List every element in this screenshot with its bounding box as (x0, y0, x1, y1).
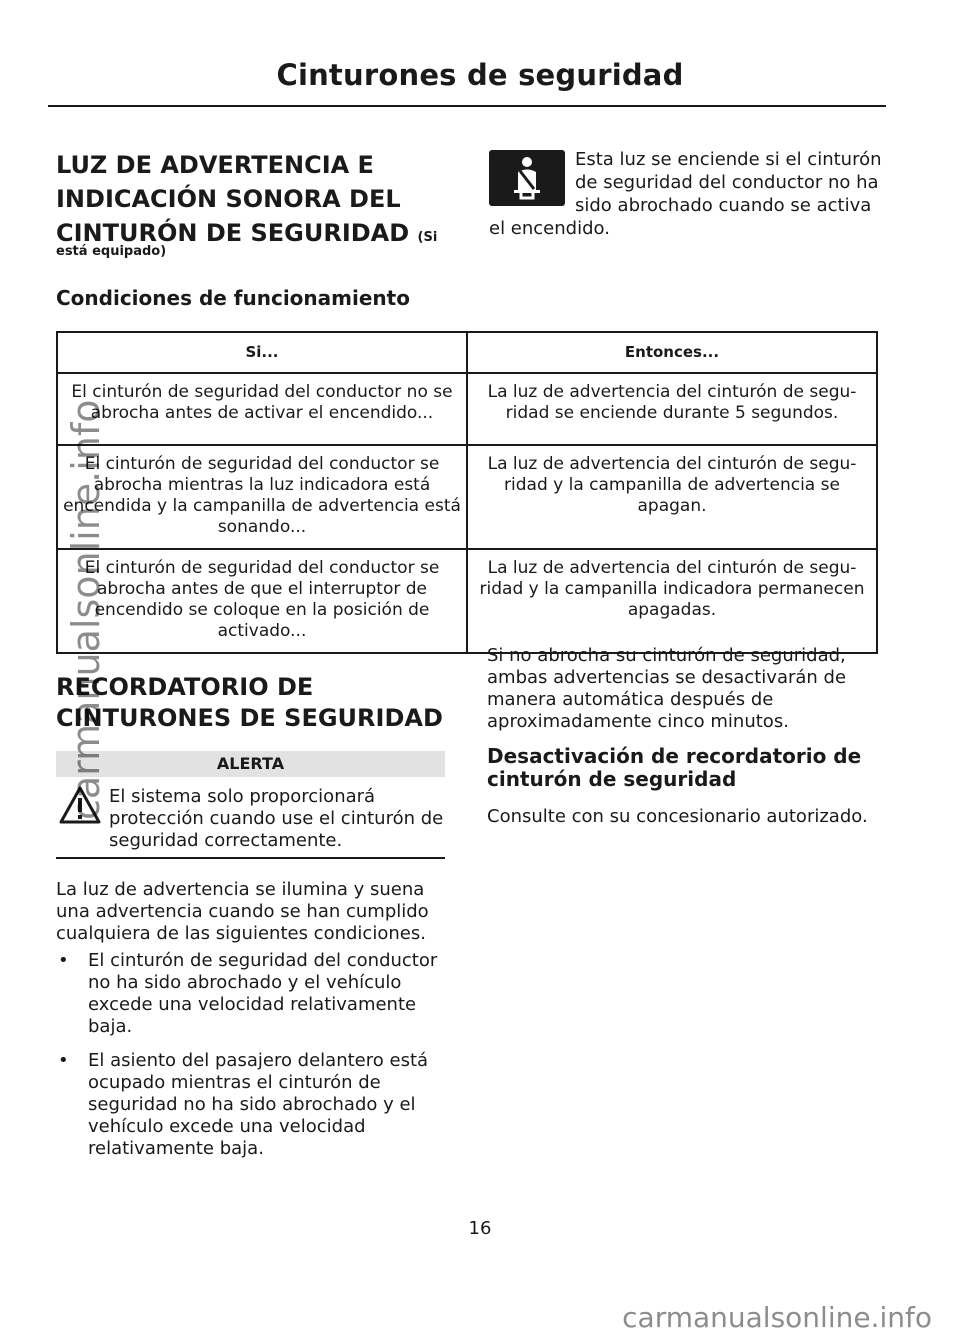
heading-line: LUZ DE ADVERTENCIA E (56, 151, 374, 179)
table-row (57, 373, 877, 445)
heading-line: INDICACIÓN SONORA DEL (56, 185, 401, 213)
table-row (57, 549, 877, 653)
deactivation-text: Consulte con su concesionario autorizado. (487, 806, 868, 827)
page-header-title: Cinturones de seguridad (276, 58, 684, 92)
list-item: • El asiento del pasajero delantero está ocupado mientras el cinturón de seguridad no ha sido abrochado y el vehículo excede una velocidad relativamente baja. (58, 1050, 429, 1159)
heading-line: CINTURONES DE SEGURIDAD (56, 704, 443, 732)
table-cell: El cinturón de seguridad del conductor se abrocha antes de que el interruptor de encendido se coloque en la posición de activado... (57, 549, 467, 653)
section-heading-warning-light (56, 148, 456, 255)
heading-line: RECORDATORIO DE (56, 673, 314, 701)
bullet-marker: • (58, 950, 69, 971)
watermark-side: carmanualsonline.info (64, 399, 108, 820)
auto-deactivation-paragraph: Si no abrocha su cinturón de seguridad, ambas advertencias se desactivarán de manera automática después de aproximadamente cinco minutos. (487, 645, 847, 732)
table-cell: El cinturón de seguridad del conductor no se abrocha antes de activar el encendido... (57, 373, 467, 445)
alert-label: ALERTA (56, 751, 445, 777)
watermark-bottom: carmanualsonline.info (622, 1301, 932, 1334)
seatbelt-warning-description: Esta luz se enciende si el cinturón de seguridad del conductor no ha sido abrochado cuando se activa el encendido. (489, 149, 882, 239)
heading-line: CINTURÓN DE SEGURIDAD (56, 219, 410, 247)
list-item: • El cinturón de seguridad del conductor no ha sido abrochado y el vehículo excede una velocidad relativamente baja. (58, 950, 438, 1037)
deactivation-heading: Desactivación de recordatorio de cinturón de seguridad (487, 744, 862, 791)
heading-availability-note: (Si (417, 230, 438, 245)
alert-message: El sistema solo proporcionará protección cuando use el cinturón de seguridad correctamente. (109, 786, 444, 851)
conditions-table (56, 331, 878, 654)
bullet-marker: • (58, 1050, 69, 1071)
table-header-row (57, 332, 877, 373)
table-header-if: Si... (57, 332, 467, 373)
operating-conditions-heading: Condiciones de funcionamiento (56, 286, 410, 310)
conditions-list (56, 950, 451, 1172)
table-header-then: Entonces... (467, 332, 877, 373)
table-cell: La luz de advertencia del cinturón de seguridad y la campanilla indicadora permanecen apagadas. (467, 549, 877, 653)
table-cell: El cinturón de seguridad del conductor se abrocha mientras la luz indicadora está encendida y la campanilla de advertencia está sonando... (57, 445, 467, 549)
heading-availability-note-continued: está equipado) (56, 244, 167, 259)
section-heading-reminder (56, 672, 456, 734)
table-cell: La luz de advertencia del cinturón de seguridad se enciende durante 5 segundos. (467, 373, 877, 445)
reminder-paragraph: La luz de advertencia se ilumina y suena una advertencia cuando se han cumplido cualquiera de las siguientes condiciones. (56, 879, 429, 944)
table-cell: La luz de advertencia del cinturón de seguridad y la campanilla de advertencia se apagan. (467, 445, 877, 549)
table-row (57, 445, 877, 549)
alert-divider (56, 857, 445, 859)
header-divider (48, 105, 886, 107)
page-number: 16 (468, 1218, 492, 1239)
